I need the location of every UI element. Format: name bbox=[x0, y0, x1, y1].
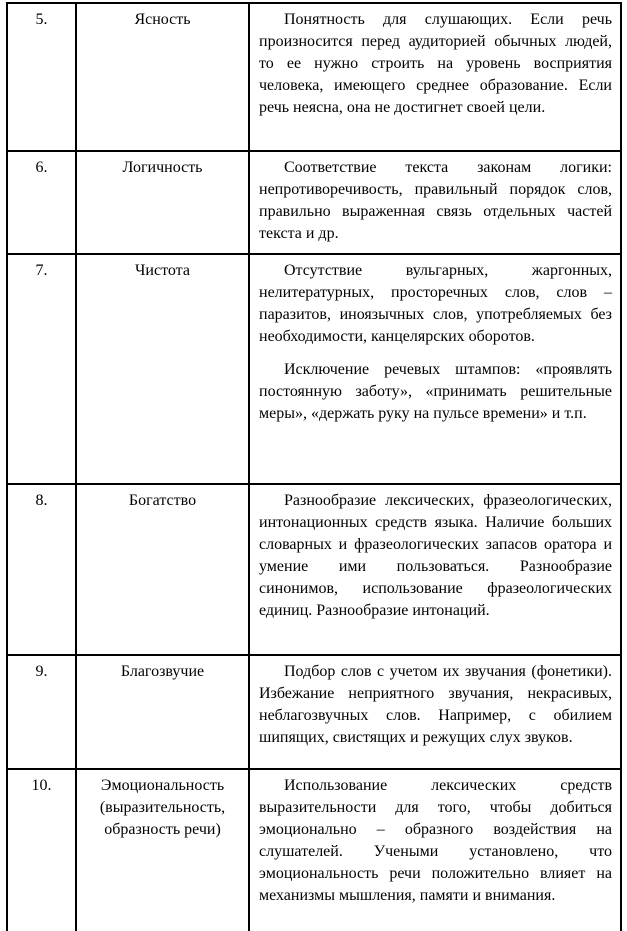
table-row bbox=[7, 254, 621, 484]
row-number-cell: 9. bbox=[7, 655, 76, 769]
quality-name-cell: Логичность bbox=[76, 151, 249, 254]
description-cell bbox=[249, 769, 621, 931]
description-paragraph: Исключение речевых штампов: «проявлять постоянную заботу», «принимать решительные меры», «держать руку на пульсе времени» и т.п. bbox=[259, 361, 612, 422]
description-paragraph: Разнообразие лексических, фразеологических, интонационных средств языка. Наличие больших словарных и фразеологических запасов оратора и умение ими пользоваться. Разнообразие синонимов, использование фразеологических единиц. Разнообразие интонаций. bbox=[259, 492, 612, 619]
description-paragraph: Понятность для слушающих. Если речь произносится перед аудиторией обычных людей, то ее нужно строить на уровень восприятия человека, имеющего среднее образование. Если речь неясна, она не достигнет своей цели. bbox=[259, 11, 612, 116]
row-number-cell: 10. bbox=[7, 769, 76, 931]
description-cell bbox=[249, 484, 621, 655]
description-paragraph: Подбор слов с учетом их звучания (фонетики). Избежание неприятного звучания, некрасивых, неблагозвучных слов. Например, с обилием шипящих, свистящих и режущих слух звуков. bbox=[259, 663, 612, 746]
quality-name-cell: Богатство bbox=[76, 484, 249, 655]
row-number-cell: 8. bbox=[7, 484, 76, 655]
table-row bbox=[7, 484, 621, 655]
description-paragraph: Соответствие текста законам логики: непротиворечивость, правильный порядок слов, правильно выраженная связь отдельных частей текста и др. bbox=[259, 159, 612, 242]
quality-name-cell: Эмоциональность (выразительность, образность речи) bbox=[76, 769, 249, 931]
table-row bbox=[7, 769, 621, 931]
quality-name-cell: Чистота bbox=[76, 254, 249, 484]
description-paragraph: Отсутствие вульгарных, жаргонных, нелитературных, просторечных слов, слов – паразитов, иноязычных слов, употребляемых без необходимости, канцелярских оборотов. bbox=[259, 262, 612, 345]
description-cell bbox=[249, 151, 621, 254]
row-number-cell: 5. bbox=[7, 3, 76, 151]
quality-name-cell: Ясность bbox=[76, 3, 249, 151]
table-row bbox=[7, 151, 621, 254]
quality-name-cell: Благозвучие bbox=[76, 655, 249, 769]
description-cell bbox=[249, 3, 621, 151]
description-cell bbox=[249, 254, 621, 484]
table-row bbox=[7, 3, 621, 151]
row-number-cell: 7. bbox=[7, 254, 76, 484]
description-paragraph: Использование лексических средств выразительности для того, чтобы добиться эмоционально – образного воздействия на слушателей. Учеными установлено, что эмоциональность речи положительно влияет на механизмы мышления, памяти и внимания. bbox=[259, 777, 612, 904]
table-row bbox=[7, 655, 621, 769]
speech-qualities-table bbox=[6, 2, 622, 931]
description-cell bbox=[249, 655, 621, 769]
row-number-cell: 6. bbox=[7, 151, 76, 254]
